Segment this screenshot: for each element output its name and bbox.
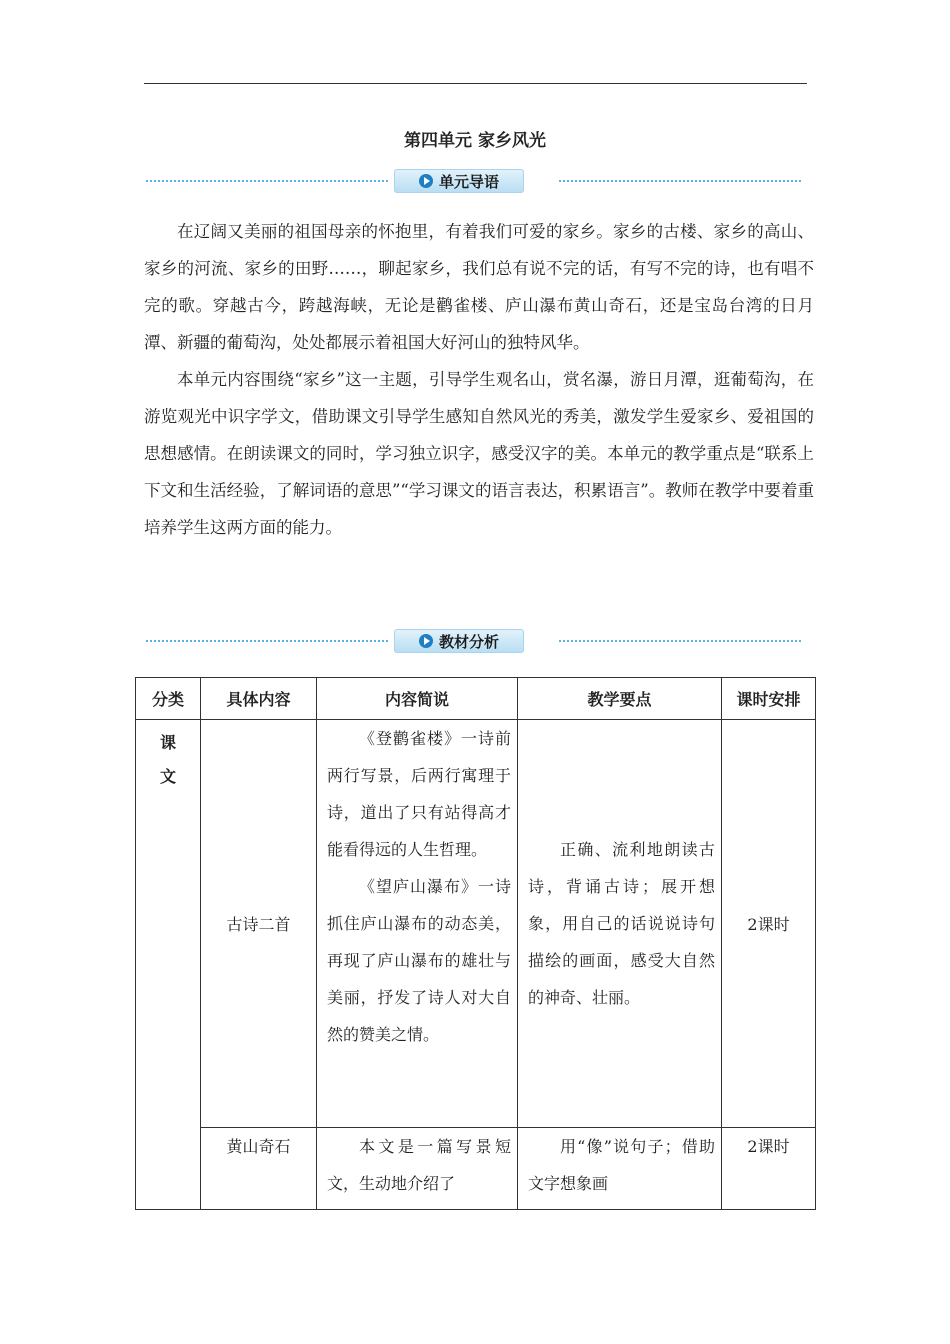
table-row [136, 720, 816, 1128]
summary-cell [317, 720, 518, 1128]
header-content: 具体内容 [201, 678, 317, 720]
play-arrow-icon [419, 634, 433, 648]
category-char: 课 [159, 733, 176, 752]
section-label: 教材分析 [438, 632, 499, 651]
content-cell: 黄山奇石 [201, 1128, 317, 1210]
summary-paragraph: 本文是一篇写景短文，生动地介绍了 [327, 1137, 511, 1193]
points-paragraph: 用“像”说句子；借助文字想象画 [528, 1137, 715, 1193]
table-header-row [136, 678, 816, 720]
header-hours: 课时安排 [722, 678, 816, 720]
section-header-analysis [146, 629, 801, 653]
summary-paragraph: 《望庐山瀑布》一诗抓住庐山瀑布的动态美，再现了庐山瀑布的雄壮与美丽，抒发了诗人对大自然的赞美之情。 [327, 877, 511, 1044]
content-cell: 古诗二首 [201, 720, 317, 1128]
header-summary: 内容简说 [317, 678, 518, 720]
category-cell [136, 720, 201, 1210]
section-badge [394, 629, 524, 653]
intro-paragraph: 在辽阔又美丽的祖国母亲的怀抱里，有着我们可爱的家乡。家乡的古楼、家乡的高山、家乡的河流、家乡的田野……，聊起家乡，我们总有说不完的话，有写不完的诗，也有唱不完的歌。穿越古今，跨越海峡，无论是鹳雀楼、庐山瀑布黄山奇石，还是宝岛台湾的日月潭、新疆的葡萄沟，处处都展示着祖国大好河山的独特风华。 [144, 222, 814, 352]
section-label: 单元导语 [438, 172, 499, 191]
header-teaching-points: 教学要点 [518, 678, 722, 720]
table-row [136, 1128, 816, 1210]
header-rule [144, 83, 807, 84]
points-cell [518, 1128, 722, 1210]
intro-text [144, 213, 814, 546]
analysis-table [135, 677, 816, 1210]
category-char: 文 [159, 767, 176, 786]
dotted-divider [559, 180, 801, 182]
hours-cell: 2课时 [722, 1128, 816, 1210]
header-category: 分类 [136, 678, 201, 720]
intro-paragraph: 本单元内容围绕“家乡”这一主题，引导学生观名山，赏名瀑，游日月潭，逛葡萄沟，在游览观光中识字学文，借助课文引导学生感知自然风光的秀美，激发学生爱家乡、爱祖国的思想感情。在朗读课文的同时，学习独立识字，感受汉字的美。本单元的教学重点是“联系上下文和生活经验，了解词语的意思”“学习课文的语言表达，积累语言”。教师在教学中要着重培养学生这两方面的能力。 [144, 370, 814, 537]
section-badge [394, 169, 524, 193]
page-title: 第四单元 家乡风光 [404, 131, 546, 151]
summary-paragraph: 《登鹳雀楼》一诗前两行写景，后两行寓理于诗，道出了只有站得高才能看得远的人生哲理。 [327, 729, 511, 859]
dotted-divider [559, 640, 801, 642]
dotted-divider [146, 640, 388, 642]
dotted-divider [146, 180, 388, 182]
points-paragraph: 正确、流利地朗读古诗，背诵古诗；展开想象，用自己的话说说诗句描绘的画面，感受大自然的神奇、壮丽。 [528, 840, 715, 1007]
points-cell [518, 720, 722, 1128]
play-arrow-icon [419, 174, 433, 188]
summary-cell [317, 1128, 518, 1210]
hours-cell: 2课时 [722, 720, 816, 1128]
section-header-intro [146, 169, 801, 193]
